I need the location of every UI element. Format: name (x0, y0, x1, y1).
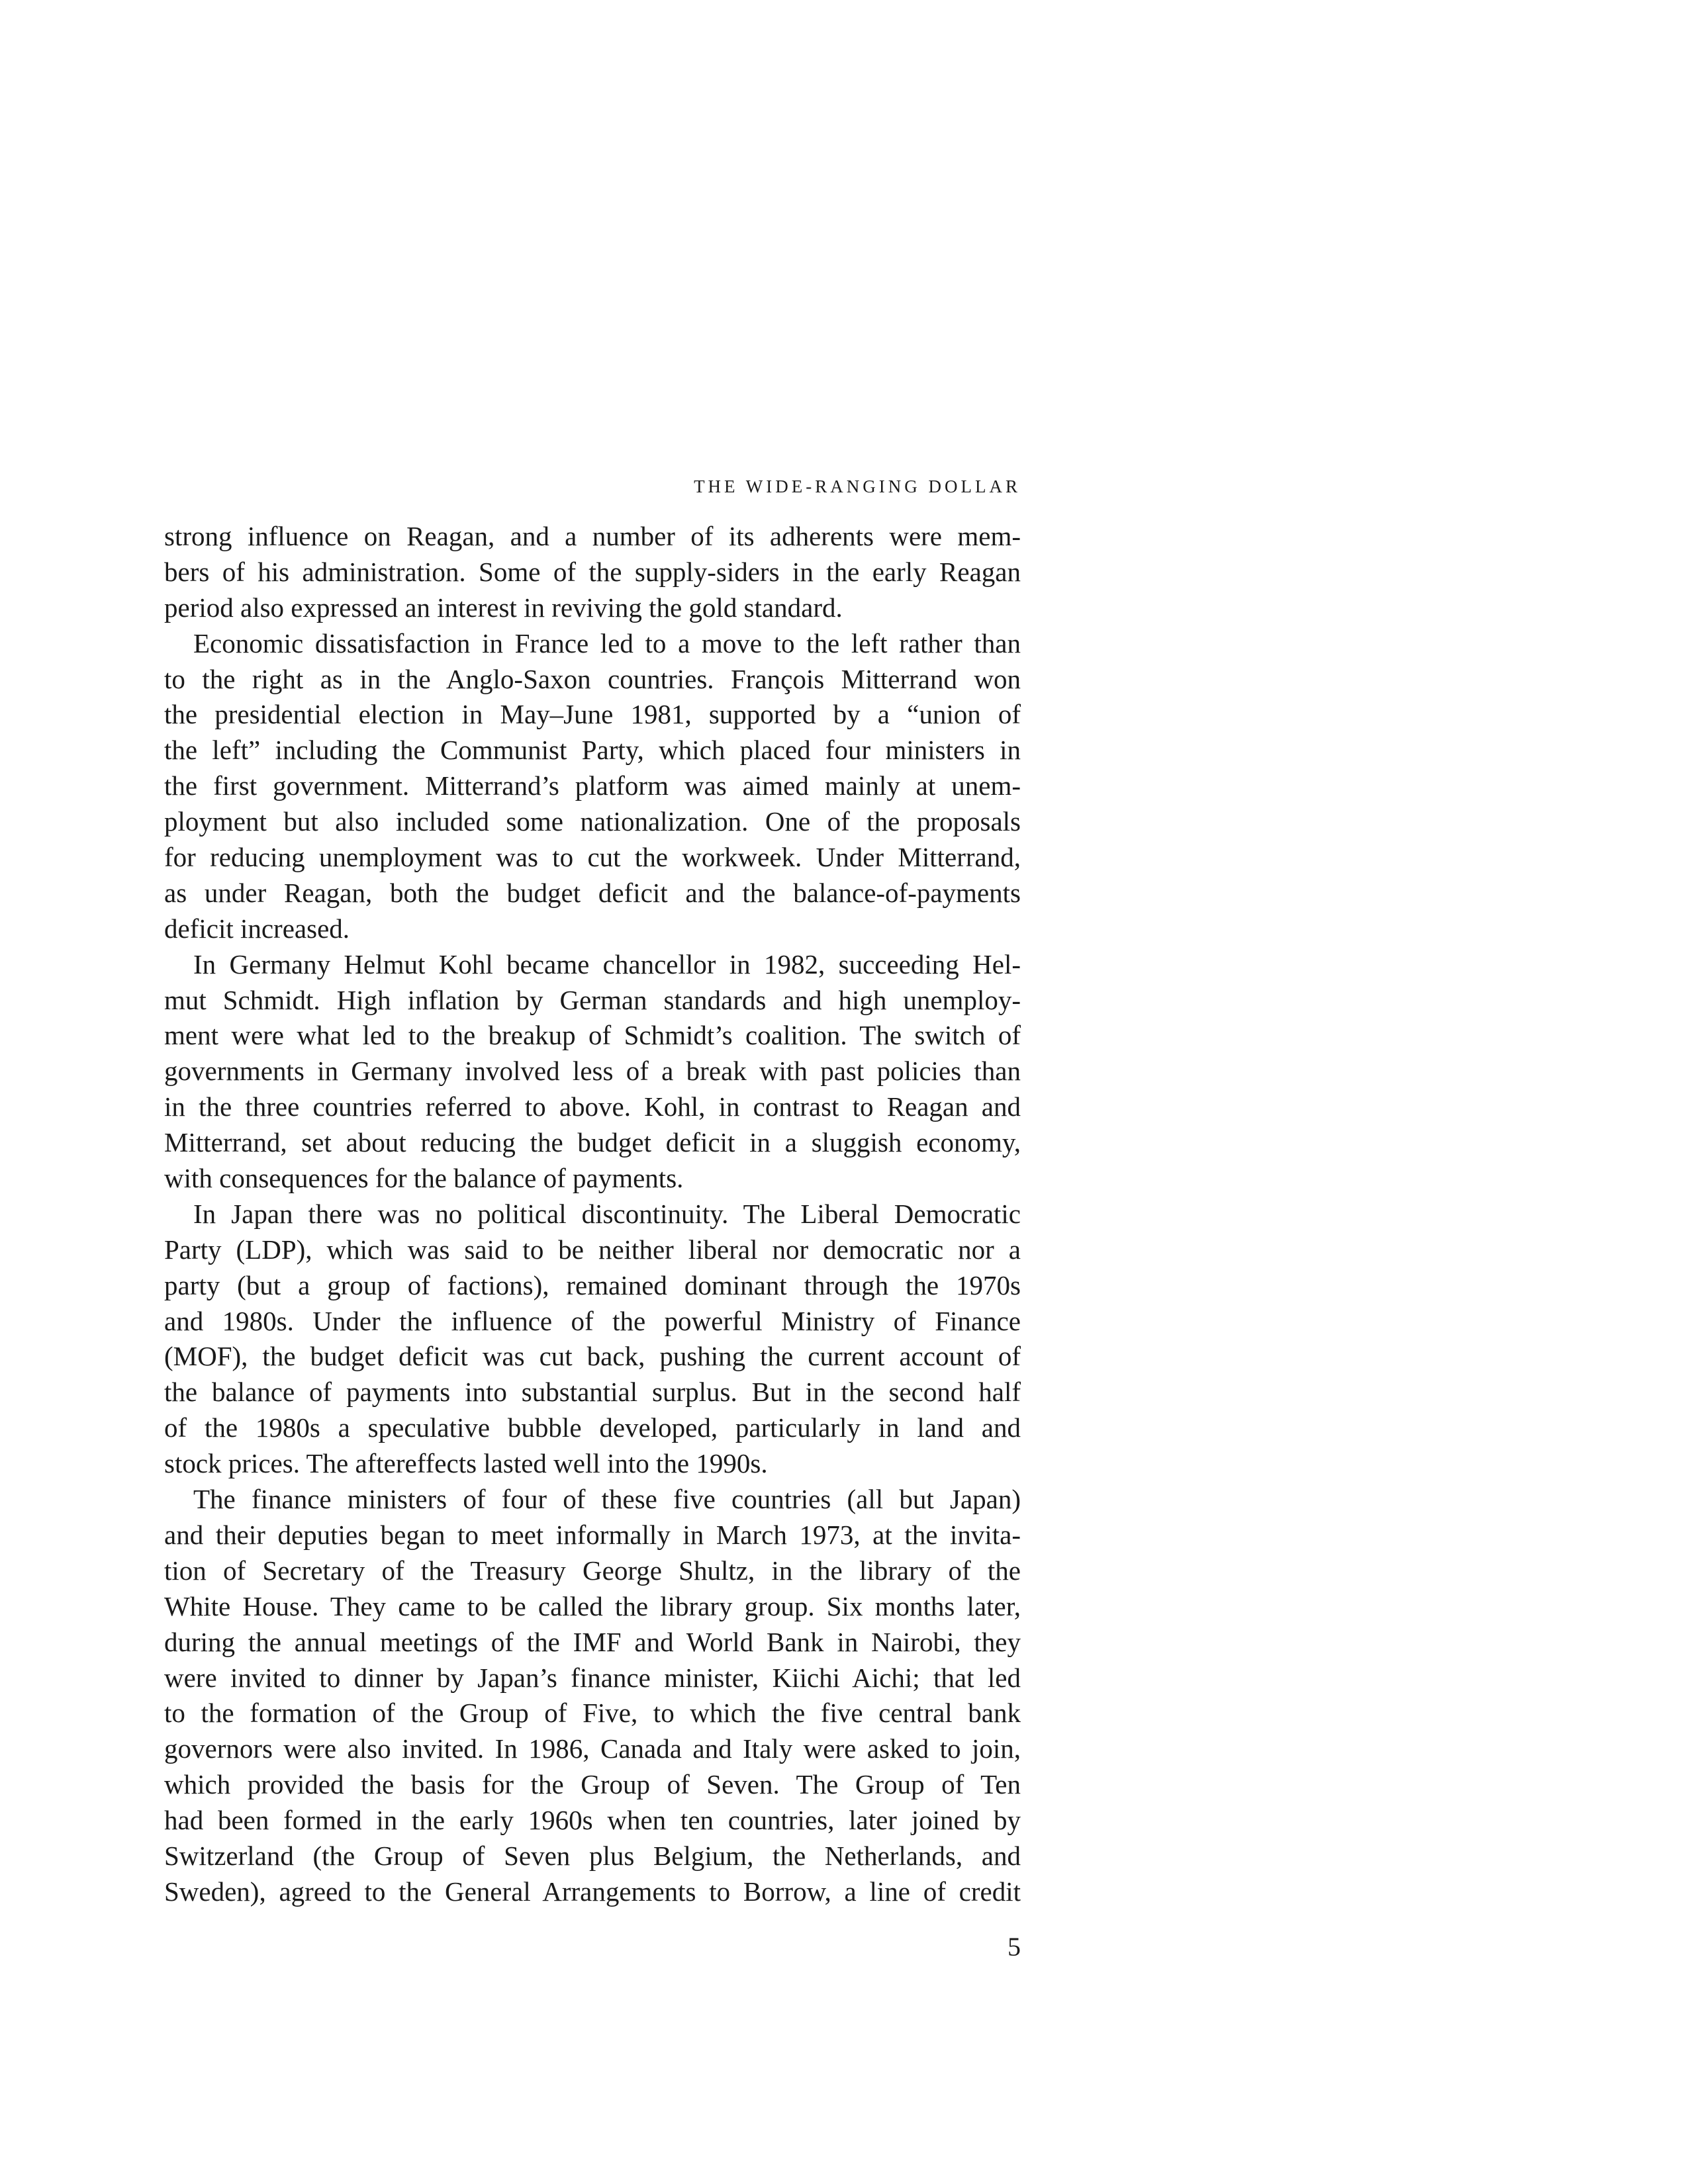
text-line: were invited to dinner by Japan’s finance minister, Kiichi Aichi; that led (164, 1662, 1021, 1693)
text-line: The finance ministers of four of these five countries (all but Japan) (193, 1484, 1021, 1515)
text-line: Switzerland (the Group of Seven plus Belgium, the Netherlands, and (164, 1840, 1021, 1871)
page-number: 5 (1008, 1932, 1021, 1962)
text-line: Party (LDP), which was said to be neither liberal nor democratic nor a (164, 1234, 1021, 1265)
text-line: governors were also invited. In 1986, Canada and Italy were asked to join, (164, 1733, 1021, 1764)
text-line: mut Schmidt. High inflation by German standards and high unemploy- (164, 984, 1021, 1015)
text-line: had been formed in the early 1960s when ten countries, later joined by (164, 1805, 1021, 1836)
text-line: the first government. Mitterrand’s platform was aimed mainly at unem- (164, 770, 1021, 801)
text-line: the left” including the Communist Party, which placed four ministers in (164, 735, 1021, 766)
text-line: in the three countries referred to above. Kohl, in contrast to Reagan and (164, 1091, 1021, 1122)
text-line: White House. They came to be called the library group. Six months later, (164, 1590, 1021, 1621)
text-line: bers of his administration. Some of the supply-siders in the early Reagan (164, 556, 1021, 587)
text-line: as under Reagan, both the budget deficit and the balance-of-payments (164, 877, 1021, 908)
text-line: during the annual meetings of the IMF and World Bank in Nairobi, they (164, 1626, 1021, 1657)
text-line: Economic dissatisfaction in France led to a move to the left rather than (193, 627, 1021, 659)
text-line: period also expressed an interest in reviving the gold standard. (164, 592, 843, 623)
text-line: and their deputies began to meet informally in March 1973, at the invita- (164, 1519, 1021, 1550)
text-line: Mitterrand, set about reducing the budget deficit in a sluggish economy, (164, 1127, 1021, 1158)
text-line: strong influence on Reagan, and a number of its adherents were mem- (164, 521, 1021, 551)
text-line: to the right as in the Anglo-Saxon countries. François Mitterrand won (164, 663, 1021, 694)
text-line: ployment but also included some nationalization. One of the proposals (164, 806, 1021, 837)
text-line: deficit increased. (164, 913, 350, 944)
text-line: (MOF), the budget deficit was cut back, pushing the current account of (164, 1341, 1021, 1372)
text-line: stock prices. The aftereffects lasted well into the 1990s. (164, 1448, 768, 1479)
text-line: In Japan there was no political discontinuity. The Liberal Democratic (193, 1198, 1021, 1229)
body-text (164, 519, 1021, 1910)
running-head: THE WIDE-RANGING DOLLAR (694, 477, 1021, 496)
text-line: the presidential election in May–June 1981, supported by a “union of (164, 699, 1021, 730)
text-line: Sweden), agreed to the General Arrangements to Borrow, a line of credit (164, 1876, 1021, 1907)
text-line: which provided the basis for the Group of Seven. The Group of Ten (164, 1769, 1021, 1800)
text-line: governments in Germany involved less of a break with past policies than (164, 1056, 1021, 1087)
text-line: the balance of payments into substantial surplus. But in the second half (164, 1377, 1021, 1408)
text-line: to the formation of the Group of Five, to which the five central bank (164, 1698, 1021, 1729)
text-line: of the 1980s a speculative bubble developed, particularly in land and (164, 1412, 1021, 1443)
text-line: ment were what led to the breakup of Schmidt’s coalition. The switch of (164, 1020, 1021, 1051)
text-line: tion of Secretary of the Treasury George Shultz, in the library of the (164, 1555, 1021, 1586)
text-line: In Germany Helmut Kohl became chancellor in 1982, succeeding Hel- (193, 948, 1021, 979)
text-line: with consequences for the balance of payments. (164, 1163, 684, 1194)
text-line: and 1980s. Under the influence of the powerful Ministry of Finance (164, 1305, 1021, 1336)
text-line: for reducing unemployment was to cut the workweek. Under Mitterrand, (164, 842, 1021, 873)
text-line: party (but a group of factions), remained dominant through the 1970s (164, 1269, 1021, 1300)
